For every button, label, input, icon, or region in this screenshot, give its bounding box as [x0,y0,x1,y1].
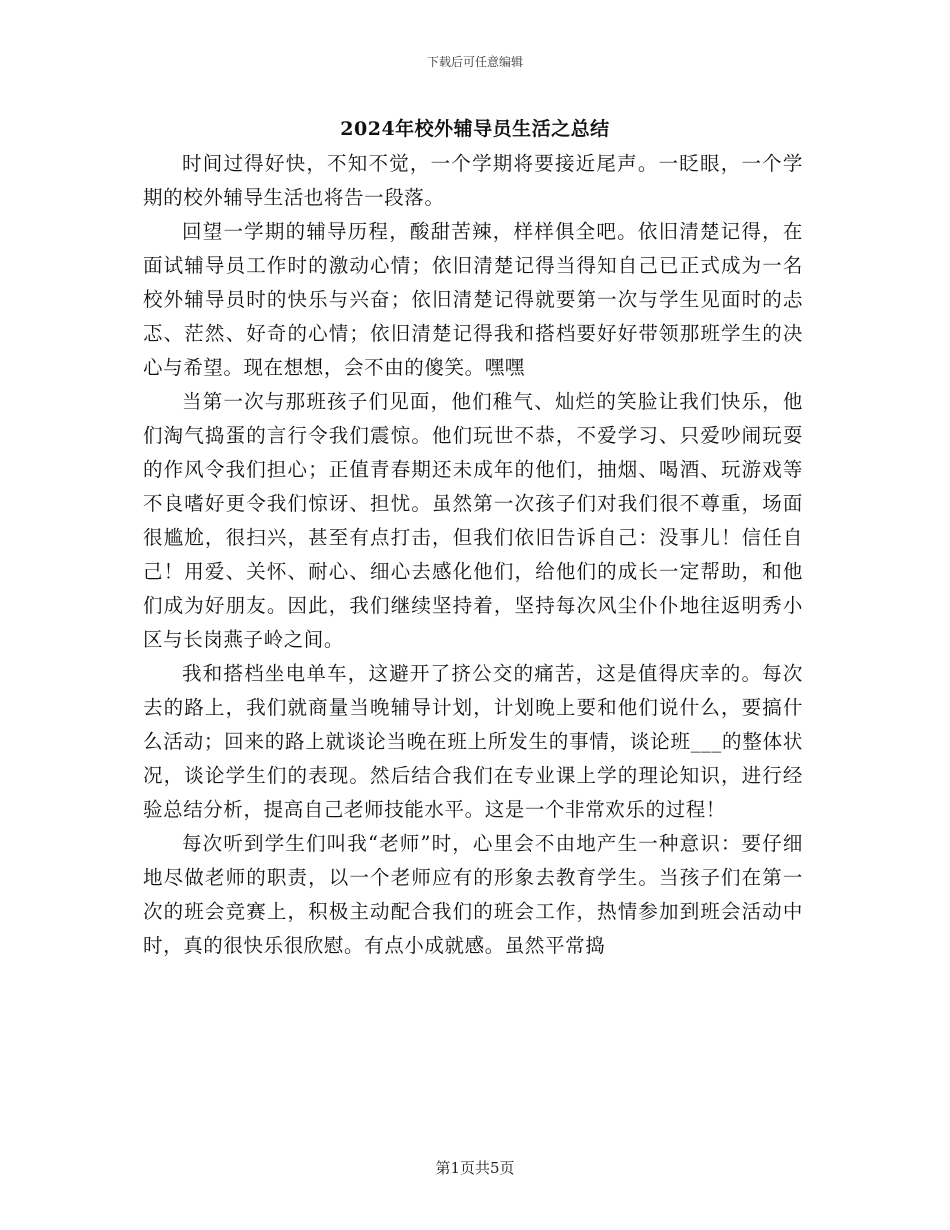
page-number: 第1页共5页 [435,1159,515,1177]
paragraph: 每次听到学生们叫我“老师”时，心里会不由地产生一种意识：要仔细地尽做老师的职责，以一个老师应有的形象去教育学生。当孩子们在第一次的班会竞赛上，积极主动配合我们的班会工作，热情参加到班会活动中时，真的很快乐很欣慰。有点小成就感。虽然平常捣 [143,832,803,957]
document-body [143,147,803,963]
document-title: 2024年校外辅导员生活之总结 [340,118,610,140]
paragraph: 我和搭档坐电单车，这避开了挤公交的痛苦，这是值得庆幸的。每次去的路上，我们就商量当晚辅导计划，计划晚上要和他们说什么，要搞什么活动；回来的路上就谈论当晚在班上所发生的事情，谈论班___的整体状况，谈论学生们的表现。然后结合我们在专业课上学的理论知识，进行经验总结分析，提高自己老师技能水平。这是一个非常欢乐的过程！ [143,662,803,821]
paragraph: 时间过得好快，不知不觉，一个学期将要接近尾声。一眨眼，一个学期的校外辅导生活也将告一段落。 [143,152,803,209]
paragraph: 当第一次与那班孩子们见面，他们稚气、灿烂的笑脸让我们快乐，他们淘气捣蛋的言行令我们震惊。他们玩世不恭，不爱学习、只爱吵闹玩耍的作风令我们担心；正值青春期还未成年的他们，抽烟、喝酒、玩游戏等不良嗜好更令我们惊讶、担忧。虽然第一次孩子们对我们很不尊重，场面很尴尬，很扫兴，甚至有点打击，但我们依旧告诉自己：没事儿！信任自己！用爱、关怀、耐心、细心去感化他们，给他们的成长一定帮助，和他们成为好朋友。因此，我们继续坚持着，坚持每次风尘仆仆地往返明秀小区与长岗燕子岭之间。 [143,390,803,651]
page-header-note: 下载后可任意编辑 [426,55,523,69]
paragraph: 回望一学期的辅导历程，酸甜苦辣，样样俱全吧。依旧清楚记得，在面试辅导员工作时的激动心情；依旧清楚记得当得知自己已正式成为一名校外辅导员时的快乐与兴奋；依旧清楚记得就要第一次与学生见面时的忐忑、茫然、好奇的心情；依旧清楚记得我和搭档要好好带领那班学生的决心与希望。现在想想，会不由的傻笑。嘿嘿 [143,220,803,379]
